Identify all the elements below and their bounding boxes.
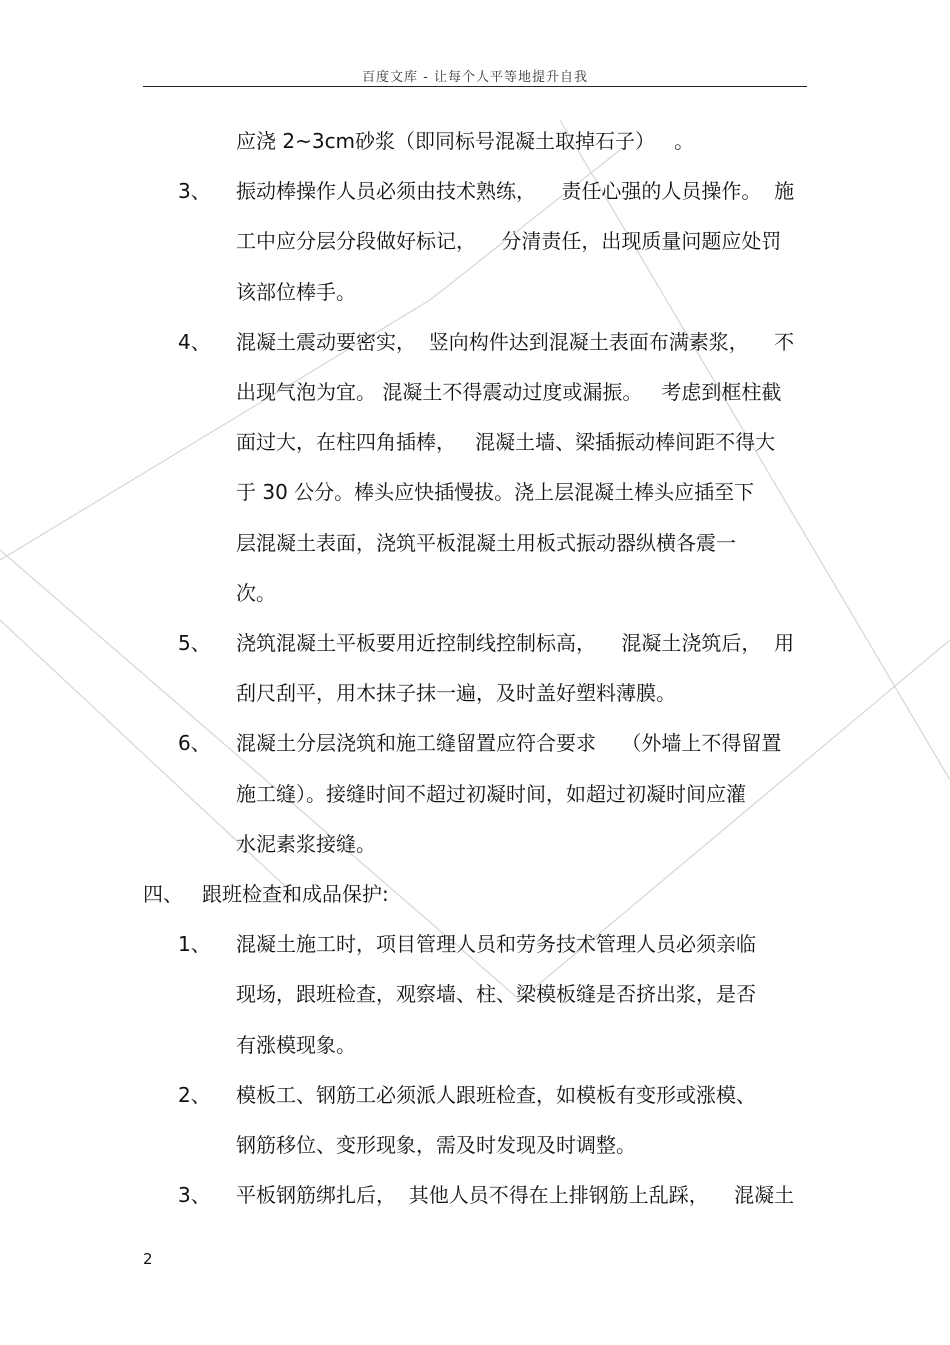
page-number: 2: [143, 1250, 153, 1268]
paragraph-line: 应浇 2~3cm砂浆（即同标号混凝土取掉石子） 。: [236, 129, 695, 153]
paragraph-line: 面过大，在柱四角插棒， 混凝土墙、梁插振动棒间距不得大: [236, 430, 776, 454]
item-number: 6、: [178, 731, 211, 755]
paragraph-line: 混凝土分层浇筑和施工缝留置应符合要求 （外墙上不得留置: [236, 731, 782, 755]
paragraph-line: 刮尺刮平，用木抹子抹一遍，及时盖好塑料薄膜。: [236, 681, 676, 705]
section-heading: 跟班检查和成品保护:: [202, 882, 389, 906]
paragraph-line: 平板钢筋绑扎后， 其他人员不得在上排钢筋上乱踩， 混凝土: [236, 1183, 795, 1207]
paragraph-line: 于 30 公分。棒头应快插慢拔。浇上层混凝土棒头应插至下: [236, 480, 755, 504]
paragraph-line: 浇筑混凝土平板要用近控制线控制标高， 混凝土浇筑后， 用: [236, 631, 795, 655]
paragraph-line: 混凝土施工时，项目管理人员和劳务技术管理人员必须亲临: [236, 932, 756, 956]
paragraph-line: 出现气泡为宜。 混凝土不得震动过度或漏振。 考虑到框柱截: [236, 380, 782, 404]
paragraph-line: 层混凝土表面，浇筑平板混凝土用板式振动器纵横各震一: [236, 531, 736, 555]
item-number: 4、: [178, 330, 211, 354]
paragraph-line: 有涨模现象。: [236, 1033, 356, 1057]
paragraph-line: 振动棒操作人员必须由技术熟练， 责任心强的人员操作。 施: [236, 179, 795, 203]
header-rule: [143, 86, 807, 87]
paragraph-line: 该部位棒手。: [236, 280, 356, 304]
paragraph-line: 工中应分层分段做好标记， 分清责任，出现质量问题应处罚: [236, 229, 782, 253]
paragraph-line: 模板工、钢筋工必须派人跟班检查，如模板有变形或涨模、: [236, 1083, 756, 1107]
item-number: 3、: [178, 179, 211, 203]
paragraph-line: 施工缝）。接缝时间不超过初凝时间，如超过初凝时间应灌: [236, 782, 746, 806]
item-number: 3、: [178, 1183, 211, 1207]
page-header: 百度文库 - 让每个人平等地提升自我: [362, 70, 588, 85]
paragraph-line: 水泥素浆接缝。: [236, 832, 376, 856]
section-number: 四、: [143, 882, 183, 906]
item-number: 5、: [178, 631, 211, 655]
paragraph-line: 次。: [236, 581, 276, 605]
paragraph-line: 混凝土震动要密实， 竖向构件达到混凝土表面布满素浆， 不: [236, 330, 795, 354]
item-number: 1、: [178, 932, 211, 956]
item-number: 2、: [178, 1083, 211, 1107]
paragraph-line: 现场，跟班检查，观察墙、柱、梁模板缝是否挤出浆，是否: [236, 982, 756, 1006]
paragraph-line: 钢筋移位、变形现象，需及时发现及时调整。: [236, 1133, 636, 1157]
